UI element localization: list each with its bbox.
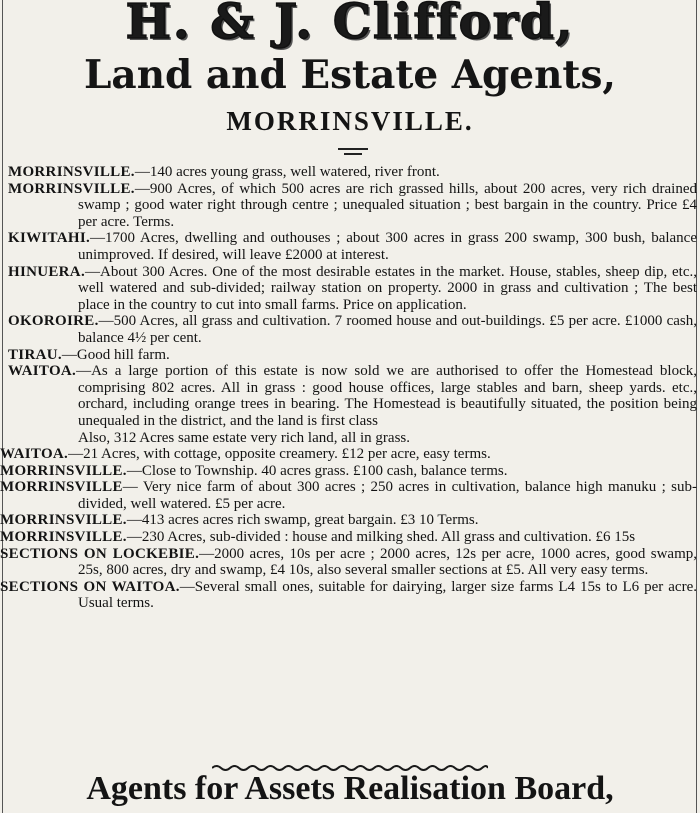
- footer-heading: Agents for Assets Realisation Board,: [86, 770, 614, 807]
- heading-divider-short: [344, 153, 362, 155]
- listing-item: [0, 446, 700, 463]
- listing-item: [0, 264, 700, 314]
- listing-location: MORRINSVILLE.: [0, 512, 127, 529]
- listing-location: KIWITAHI.: [8, 230, 91, 247]
- listing-location: WAITOA.: [0, 446, 69, 463]
- listing-location: MORRINSVILLE.: [8, 180, 135, 197]
- listing-text: —Several small ones, suitable for dairying, larger size farms L4 15s to L6 per acre. Usual terms.: [78, 578, 697, 612]
- listing-text: —500 Acres, all grass and cultivation. 7 roomed house and out-buildings. £5 per acre. £1000 cash, balance 4½ per cent.: [78, 313, 697, 346]
- listing-location: SECTIONS ON LOCKEBIE.: [0, 545, 200, 562]
- listing-location: HINUERA.: [8, 263, 85, 280]
- listing-item: [0, 579, 700, 612]
- listing-item: [0, 164, 700, 181]
- listing-location: MORRINSVILLE.: [0, 529, 127, 546]
- listing-text: Also, 312 Acres same estate very rich land, all in grass.: [78, 429, 410, 446]
- listing-text: —230 Acres, sub-divided : house and milking shed. All grass and cultivation. £6 15s: [126, 529, 636, 546]
- listing-text: —1700 Acres, dwelling and outhouses ; about 300 acres in grass 200 swamp, 300 bush, balance unimproved. If desired, will leave £2000 at interest.: [78, 230, 697, 263]
- listing-text: —413 acres acres rich swamp, great bargain. £3 10 Terms.: [126, 512, 479, 529]
- listing-text: —As a large portion of this estate is now sold we are authorised to offer the Homestead block, comprising 802 acres. All in grass : good house offices, large stables and barn, sheep yards. etc., orchard, including orange trees in bearing. The Homestead is beautifully situated, the position being unequaled in the district, and the land is first class: [76, 363, 697, 429]
- listing-item: [0, 479, 700, 512]
- listing-location: WAITOA.: [8, 363, 77, 380]
- listing-item: [0, 181, 700, 231]
- listing-text: —21 Acres, with cottage, opposite creamery. £12 per acre, easy terms.: [68, 446, 491, 463]
- listing-item: [0, 430, 700, 447]
- listings: [0, 164, 700, 612]
- heading-divider: [338, 148, 368, 150]
- listing-text: —140 acres young grass, well watered, river front.: [134, 164, 440, 180]
- listing-item: [0, 546, 700, 579]
- listing-item: [0, 230, 700, 263]
- listing-item: [0, 529, 700, 546]
- listing-location: OKOROIRE.: [8, 313, 99, 330]
- listing-location: TIRAU.: [8, 346, 62, 363]
- listing-location: SECTIONS ON WAITOA.: [0, 578, 180, 595]
- page-title: Land and Estate Agents,: [84, 52, 616, 98]
- listing-text: — Very nice farm of about 300 acres ; 250 acres in cultivation, balance high manuku ; sub-divided, well watered. £5 per acre.: [78, 479, 697, 512]
- listing-location: MORRINSVILLE: [0, 479, 123, 496]
- listing-item: [0, 363, 700, 429]
- listing-text: —2000 acres, 10s per acre ; 2000 acres, 12s per acre, 1000 acres, good swamp, 25s, 800 acres, dry and swamp, £4 10s, also several smaller sections at £5. All very easy terms.: [78, 545, 697, 579]
- listing-item: [0, 512, 700, 529]
- listing-text: —Good hill farm.: [61, 346, 170, 363]
- listing-item: [0, 347, 700, 364]
- listing-text: —About 300 Acres. One of the most desirable estates in the market. House, stables, sheep dip, etc., well watered and sub-divided; railway station on property. 2000 in grass and cultivation ; The best place in the country to cut into small farms. Price on application.: [78, 263, 697, 313]
- town-heading: MORRINSVILLE.: [226, 106, 474, 136]
- firm-name: H. & J. Clifford,: [125, 0, 575, 50]
- listing-text: —900 Acres, of which 500 acres are rich grassed hills, about 200 acres, very rich drained swamp ; good water right through centre ; unequaled situation ; best bargain in the country. Price £4 per acre. Terms.: [78, 180, 697, 230]
- listing-location: MORRINSVILLE.: [0, 462, 127, 479]
- listing-item: [0, 313, 700, 346]
- listing-item: [0, 463, 700, 480]
- listing-text: —Close to Township. 40 acres grass. £100 cash, balance terms.: [126, 462, 508, 479]
- listing-location: MORRINSVILLE.: [8, 164, 135, 180]
